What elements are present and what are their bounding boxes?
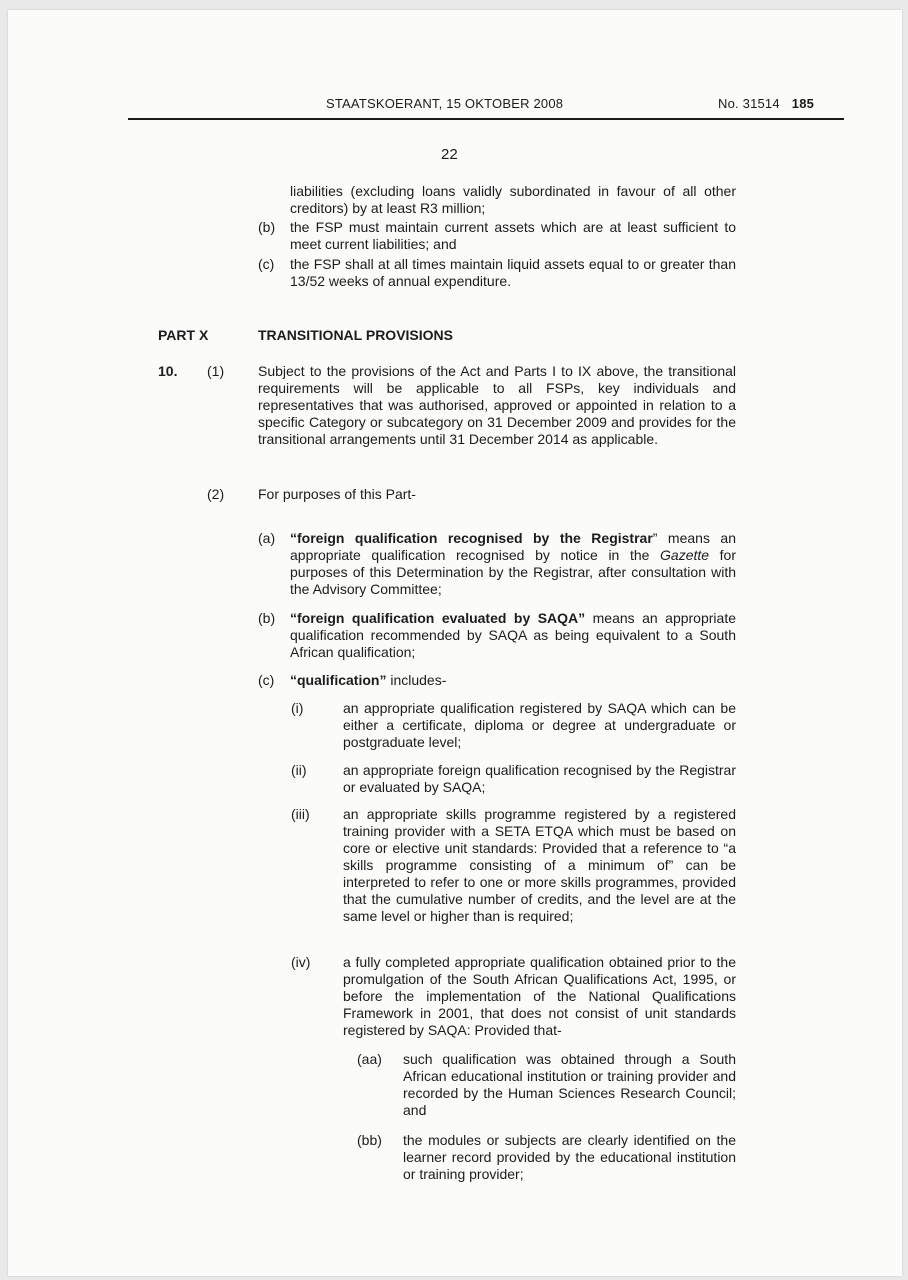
page-number: 22 <box>441 146 458 163</box>
defined-term-c: “qualification” <box>290 672 387 688</box>
defined-term-b: “foreign qualification evaluated by SAQA” <box>290 610 586 626</box>
proviso-label-aa: (aa) <box>357 1051 382 1067</box>
gazette-issue <box>718 96 814 111</box>
proviso-text-bb: the modules or subjects are clearly identified on the learner record provided by the educational institution or training provider; <box>403 1132 736 1182</box>
qualification-label-i: (i) <box>291 700 304 716</box>
continuation-text: liabilities (excluding loans validly subordinated in favour of all other creditors) by at least R3 million; <box>290 183 736 216</box>
subsection-label-1: (1) <box>207 363 225 379</box>
item-label-b: (b) <box>258 219 276 235</box>
qualification-text-ii: an appropriate foreign qualification recognised by the Registrar or evaluated by SAQA; <box>343 762 736 795</box>
item-text-c: the FSP shall at all times maintain liquid assets equal to or greater than 13/52 weeks of annual expenditure. <box>290 256 736 289</box>
definition-label-b: (b) <box>258 610 276 626</box>
header-rule <box>128 118 844 120</box>
qualification-label-ii: (ii) <box>291 762 307 778</box>
definition-c: “qualification” includes- <box>290 672 447 688</box>
proviso-text-aa: such qualification was obtained through a South African educational institution or training provider and recorded by the Human Sciences Research Council; and <box>403 1051 736 1118</box>
subsection-label-2: (2) <box>207 486 225 502</box>
gazette-page-number: 185 <box>791 96 815 111</box>
item-label-c: (c) <box>258 256 275 272</box>
section-number: 10. <box>158 363 178 379</box>
qualification-label-iv: (iv) <box>291 954 311 970</box>
proviso-label-bb: (bb) <box>357 1132 382 1148</box>
subsection-text-2: For purposes of this Part- <box>258 486 416 502</box>
definition-b: “foreign qualification evaluated by SAQA” means an appropriate qualification recommended by SAQA as being equivalent to a South African qualification; <box>290 610 736 660</box>
definition-label-a: (a) <box>258 530 276 546</box>
defined-term-a: “foreign qualification recognised by the Registrar <box>290 530 653 546</box>
subsection-text-1: Subject to the provisions of the Act and Parts I to IX above, the transitional requirements will be applicable to all FSPs, key individuals and representatives that was authorised, approved or appointed in relation to a specific Category or subcategory on 31 December 2009 and provides for the transitional arrangements until 31 December 2014 as applicable. <box>258 363 736 447</box>
qualification-label-iii: (iii) <box>291 806 310 822</box>
qualification-text-i: an appropriate qualification registered by SAQA which can be either a certificate, diploma or degree at undergraduate or postgraduate level; <box>343 700 736 750</box>
qualification-text-iv: a fully completed appropriate qualification obtained prior to the promulgation of the South African Qualifications Act, 1995, or before the implementation of the National Qualifications Framework in 2001, that does not consist of unit standards registered by SAQA: Provided that- <box>343 954 736 1038</box>
part-title: TRANSITIONAL PROVISIONS <box>258 327 453 343</box>
definition-a: “foreign qualification recognised by the Registrar” means an appropriate qualification recognised by notice in the Gazette for purposes of this Determination by the Registrar, after consultation with the Advisory Committee; <box>290 530 736 597</box>
gazette-title: STAATSKOERANT, 15 OKTOBER 2008 <box>326 96 564 111</box>
gazette-italic: Gazette <box>660 547 710 563</box>
definition-label-c: (c) <box>258 672 275 688</box>
qualification-text-iii: an appropriate skills programme registered by a registered training provider with a SETA ETQA which must be based on core or elective unit standards: Provided that a reference to “a skills programme consisting of a minimum of” can be interpreted to refer to one or more skills programmes, provided that the cumulative number of credits, and the level are at the same level or higher than is required; <box>343 806 736 924</box>
item-text-b: the FSP must maintain current assets which are at least sufficient to meet current liabilities; and <box>290 219 736 252</box>
issue-number: No. 31514 <box>718 96 780 111</box>
part-label: PART X <box>158 327 209 343</box>
